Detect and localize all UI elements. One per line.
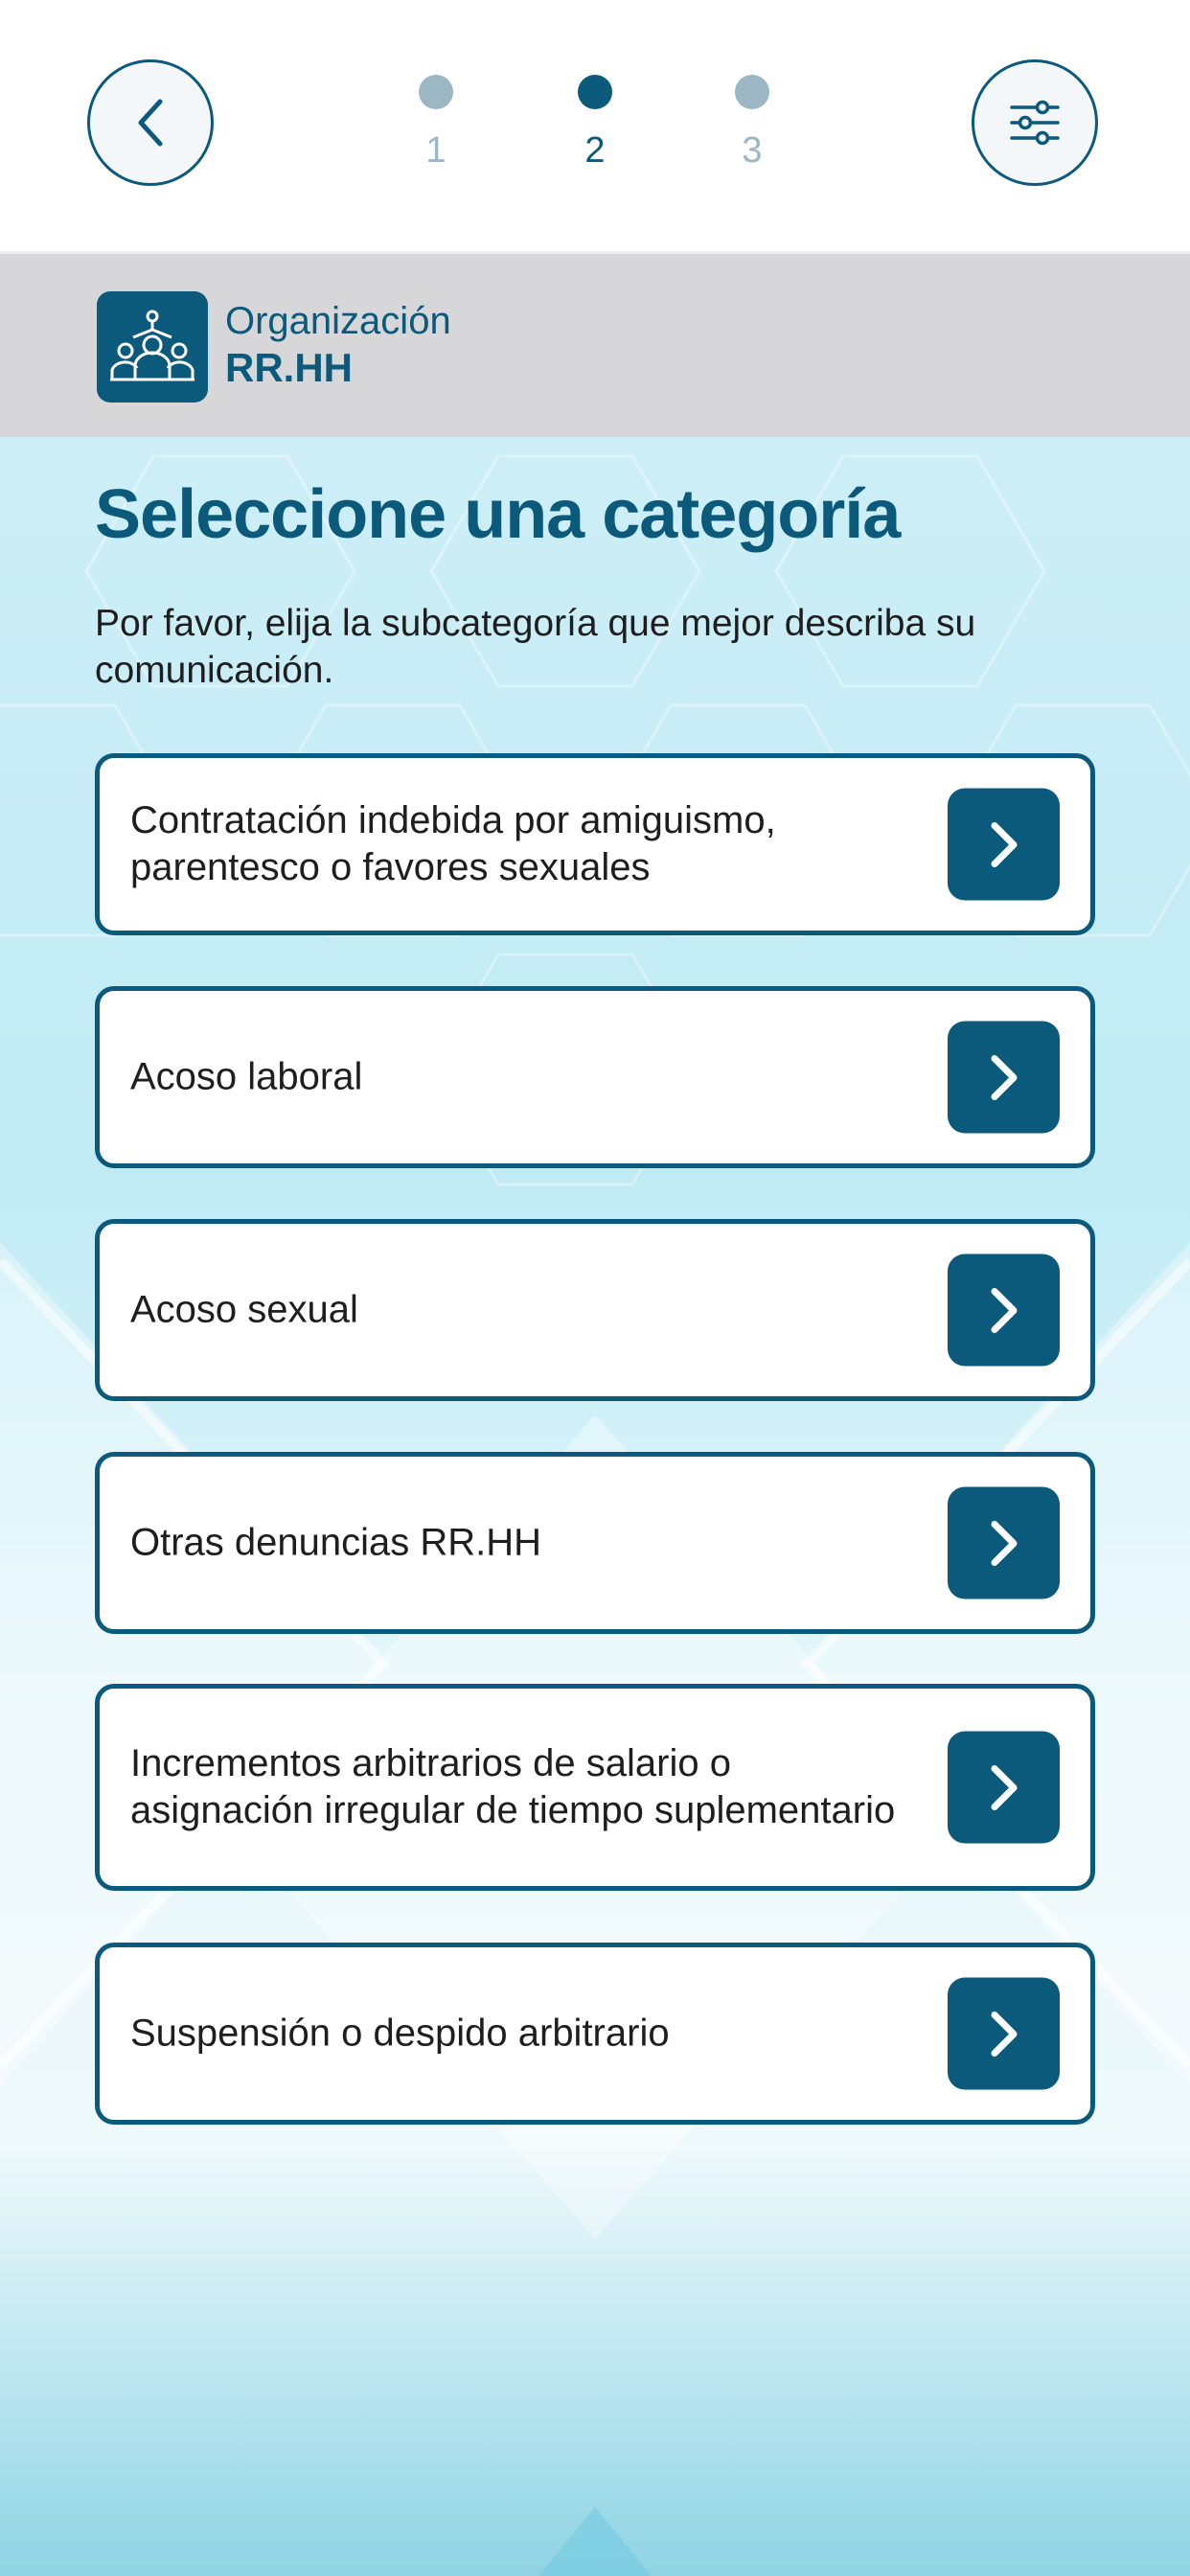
team-icon — [97, 291, 208, 402]
chevron-right-icon[interactable] — [948, 1732, 1060, 1844]
chevron-right-icon[interactable] — [948, 1254, 1060, 1367]
page-title: Seleccione una categoría — [95, 476, 901, 553]
step-1 — [398, 75, 474, 172]
category-item[interactable] — [95, 986, 1095, 1168]
sliders-icon — [1008, 100, 1062, 146]
organization-band — [0, 251, 1190, 437]
category-label: Suspensión o despido arbitrario — [130, 2012, 670, 2055]
category-label: Incrementos arbitrarios de salario o asignación irregular de tiempo suplementario — [130, 1742, 896, 1831]
filter-button[interactable] — [972, 59, 1098, 186]
step-dot — [578, 75, 612, 109]
category-label: Acoso laboral — [130, 1055, 363, 1098]
step-2 — [557, 75, 633, 172]
category-item[interactable] — [95, 1943, 1095, 2125]
category-label: Acoso sexual — [130, 1288, 358, 1331]
page-subtitle: Por favor, elija la subcategoría que mejor describa su comunicación. — [95, 603, 976, 691]
chevron-right-icon[interactable] — [948, 1978, 1060, 2090]
step-dot — [735, 75, 769, 109]
step-number: 2 — [584, 130, 606, 171]
category-item[interactable] — [95, 1452, 1095, 1634]
category-label: Contratación indebida por amiguismo, parentesco o favores sexuales — [130, 799, 776, 888]
chevron-right-icon[interactable] — [948, 1022, 1060, 1134]
organization-label: Organización — [225, 300, 451, 342]
chevron-right-icon[interactable] — [948, 1487, 1060, 1599]
organization-name: RR.HH — [225, 345, 353, 390]
top-bar — [0, 0, 1190, 247]
category-label: Otras denuncias RR.HH — [130, 1521, 542, 1564]
category-item[interactable] — [95, 1684, 1095, 1891]
chevron-right-icon[interactable] — [948, 789, 1060, 901]
step-3 — [714, 75, 790, 172]
step-number: 1 — [425, 130, 446, 171]
category-item[interactable] — [95, 1219, 1095, 1401]
main-content — [0, 437, 1190, 2576]
step-number: 3 — [742, 130, 763, 171]
category-item[interactable] — [95, 753, 1095, 935]
step-dot — [419, 75, 453, 109]
